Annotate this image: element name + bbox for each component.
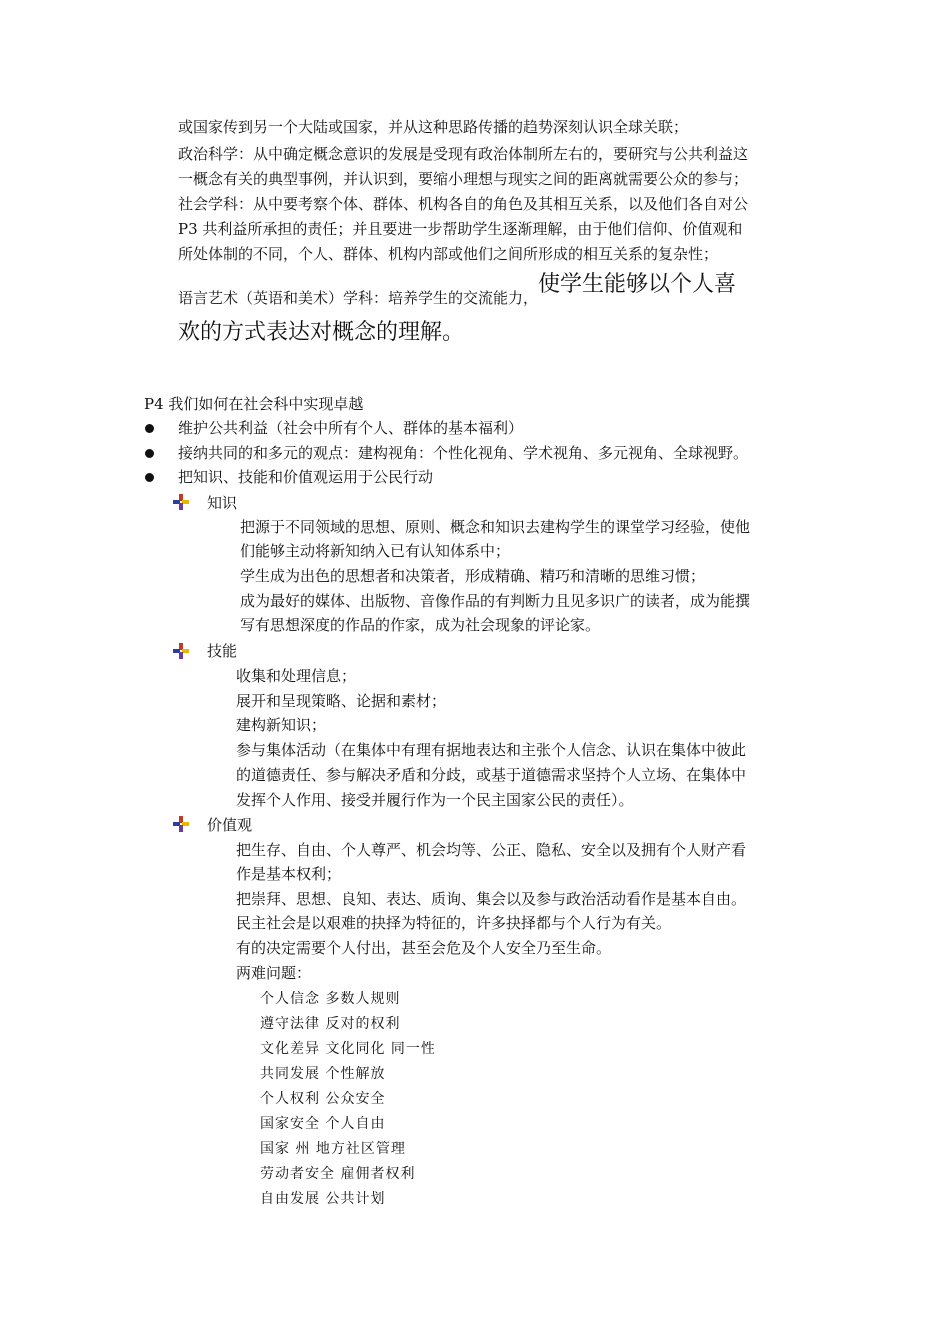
skills-line-5: 的道德责任、参与解决矛盾和分歧，或基于道德需求坚持个人立场、在集体中 <box>236 766 747 784</box>
values-line-1: 把生存、自由、个人尊严、机会均等、公正、隐私、安全以及拥有个人财产看 <box>236 841 747 859</box>
four-square-bullet-icon <box>173 494 189 510</box>
intro-line-6: 所处体制的不同，个人、群体、机构内部或他们之间所形成的相互关系的复杂性； <box>178 245 719 263</box>
skills-line-1: 收集和处理信息； <box>236 667 357 685</box>
values-line-5: 有的决定需要个人付出，甚至会危及个人安全乃至生命。 <box>236 939 612 957</box>
knowledge-title: 知识 <box>207 494 238 512</box>
knowledge-line-1: 把源于不同领域的思想、原则、概念和知识去建构学生的课堂学习经验，使他 <box>240 518 751 536</box>
skills-line-6: 发挥个人作用、接受并履行作为一个民主国家公民的责任）。 <box>236 791 634 809</box>
skills-line-2: 展开和呈现策略、论据和素材； <box>236 692 447 710</box>
dilemma-item: 个人信念 多数人规则 <box>260 991 401 1007</box>
intro-line-2: 政治科学：从中确定概念意识的发展是受现有政治体制所左右的，要研究与公共利益这 <box>178 145 749 163</box>
values-line-4: 民主社会是以艰难的抉择为特征的，许多抉择都与个人行为有关。 <box>236 914 672 932</box>
values-line-6: 两难问题： <box>236 964 312 982</box>
intro-line-5: P3 共利益所承担的责任；并且要进一步帮助学生逐渐理解，由于他们信仰、价值观和 <box>178 220 743 238</box>
dilemma-item: 自由发展 公共计划 <box>260 1191 386 1207</box>
four-square-bullet-icon <box>173 643 189 659</box>
language-arts-small-text: 语言艺术（英语和美术）学科：培养学生的交流能力， <box>178 289 539 307</box>
dilemma-item: 劳动者安全 雇佣者权利 <box>260 1166 416 1182</box>
language-arts-big-text: 使学生能够以个人喜 <box>538 272 737 297</box>
knowledge-line-5: 写有思想深度的作品的作家，成为社会现象的评论家。 <box>240 616 601 634</box>
dilemma-item: 文化差异 文化同化 同一性 <box>260 1041 436 1057</box>
values-line-2: 作是基本权利； <box>236 865 342 883</box>
skills-line-4: 参与集体活动（在集体中有理有据地表达和主张个人信念、认识在集体中彼此 <box>236 741 747 759</box>
four-square-bullet-icon <box>173 816 189 832</box>
bullet-dot <box>145 449 154 458</box>
knowledge-line-3: 学生成为出色的思想者和决策者，形成精确、精巧和清晰的思维习惯； <box>240 567 706 585</box>
bullet-item-2: 接纳共同的和多元的观点：建构视角：个性化视角、学术视角、多元视角、全球视野。 <box>178 444 749 462</box>
dilemma-item: 国家安全 个人自由 <box>260 1116 386 1132</box>
bullet-dot <box>145 473 154 482</box>
language-arts-line <box>178 272 737 311</box>
bullet-item-1: 维护公共利益（社会中所有个人、群体的基本福利） <box>178 419 524 437</box>
skills-title: 技能 <box>207 642 238 660</box>
bullet-item-3: 把知识、技能和价值观运用于公民行动 <box>178 468 434 486</box>
skills-line-3: 建构新知识； <box>236 716 327 734</box>
language-arts-line-2: 欢的方式表达对概念的理解。 <box>178 320 465 345</box>
dilemma-item: 共同发展 个性解放 <box>260 1066 386 1082</box>
values-title: 价值观 <box>207 816 253 834</box>
dilemma-item: 遵守法律 反对的权利 <box>260 1016 401 1032</box>
dilemma-item: 国家 州 地方社区管理 <box>260 1141 406 1157</box>
intro-line-3: 一概念有关的典型事例，并认识到，要缩小理想与现实之间的距离就需要公众的参与； <box>178 170 749 188</box>
bullet-dot <box>145 424 154 433</box>
values-line-3: 把崇拜、思想、良知、表达、质询、集会以及参与政治活动看作是基本自由。 <box>236 890 747 908</box>
intro-line-1: 或国家传到另一个大陆或国家，并从这种思路传播的趋势深刻认识全球关联； <box>178 118 689 136</box>
knowledge-line-4: 成为最好的媒体、出版物、音像作品的有判断力且见多识广的读者，成为能撰 <box>240 592 751 610</box>
dilemma-item: 个人权利 公众安全 <box>260 1091 386 1107</box>
intro-line-4: 社会学科：从中要考察个体、群体、机构各自的角色及其相互关系，以及他们各自对公 <box>178 195 749 213</box>
p4-heading: P4 我们如何在社会科中实现卓越 <box>144 395 364 413</box>
knowledge-line-2: 们能够主动将新知纳入已有认知体系中； <box>240 542 511 560</box>
